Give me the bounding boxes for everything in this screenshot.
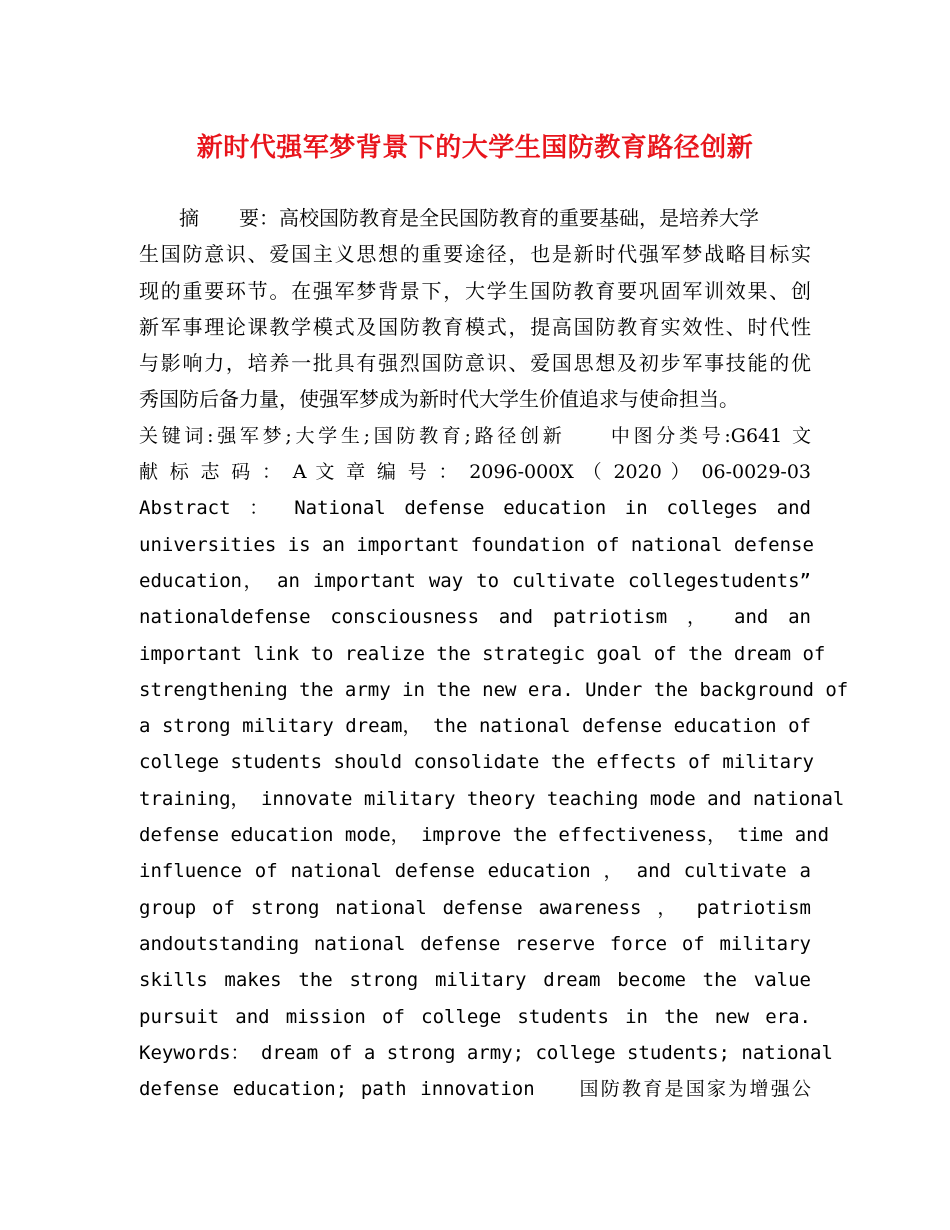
abstract-cn-line-2: 生国防意识、爱国主义思想的重要途径，也是新时代强军梦战略目标实 bbox=[139, 242, 811, 267]
abstract-cn-line-1: 摘 要：高校国防教育是全民国防教育的重要基础，是培养大学 bbox=[139, 206, 759, 230]
keywords-en-line-1: Keywords： dream of a strong army; college students; national bbox=[139, 1041, 833, 1064]
abstract-cn-line-5: 与影响力，培养一批具有强烈国防意识、爱国思想及初步军事技能的优 bbox=[139, 351, 811, 376]
abstract-en-line-4: nationaldefense consciousness and patriotism ， and an bbox=[139, 606, 811, 629]
abstract-en-line-10: defense education mode， improve the effectiveness， time and bbox=[139, 824, 830, 847]
abstract-en-line-2: universities is an important foundation of national defense bbox=[139, 533, 814, 556]
abstract-cn-line-4: 新军事理论课教学模式及国防教育模式，提高国防教育实效性、时代性 bbox=[139, 314, 811, 339]
abstract-en-line-12: group of strong national defense awareness ， patriotism bbox=[139, 896, 811, 919]
document-code-line: 献 标 志 码 ： A 文 章 编 号 ： 2096-000X （ 2020 ） 06-0029-03 bbox=[139, 461, 811, 484]
abstract-en-line-6: strengthening the army in the new era. Under the background of bbox=[139, 678, 849, 701]
abstract-en-line-1: Abstract ： National defense education in colleges and bbox=[139, 497, 811, 520]
document-title: 新时代强军梦背景下的大学生国防教育路径创新 bbox=[196, 133, 754, 163]
abstract-en-line-8: college students should consolidate the effects of military bbox=[139, 751, 814, 774]
abstract-en-line-14: skills makes the strong military dream become the value bbox=[139, 969, 811, 992]
abstract-cn-line-3: 现的重要环节。在强军梦背景下，大学生国防教育要巩固军训效果、创 bbox=[139, 278, 811, 303]
keywords-en-line-2: defense education; path innovation 国防教育是国家为增强公 bbox=[139, 1078, 811, 1101]
abstract-en-line-5: important link to realize the strategic goal of the dream of bbox=[139, 642, 826, 665]
abstract-en-line-7: a strong military dream， the national defense education of bbox=[139, 715, 811, 738]
keywords-cn-line: 关键词:强军梦;大学生;国防教育;路径创新 中图分类号:G641 文 bbox=[139, 424, 811, 447]
abstract-en-line-9: training， innovate military theory teaching mode and national bbox=[139, 787, 845, 810]
abstract-en-line-3: education， an important way to cultivate collegestudents” bbox=[139, 569, 811, 592]
abstract-en-line-15: pursuit and mission of college students in the new era. bbox=[139, 1005, 811, 1028]
abstract-en-line-13: andoutstanding national defense reserve force of military bbox=[139, 932, 811, 955]
abstract-en-line-11: influence of national defense education ， and cultivate a bbox=[139, 860, 811, 883]
abstract-cn-line-6: 秀国防后备力量，使强军梦成为新时代大学生价值追求与使命担当。 bbox=[139, 387, 739, 412]
document-body bbox=[139, 200, 849, 1107]
